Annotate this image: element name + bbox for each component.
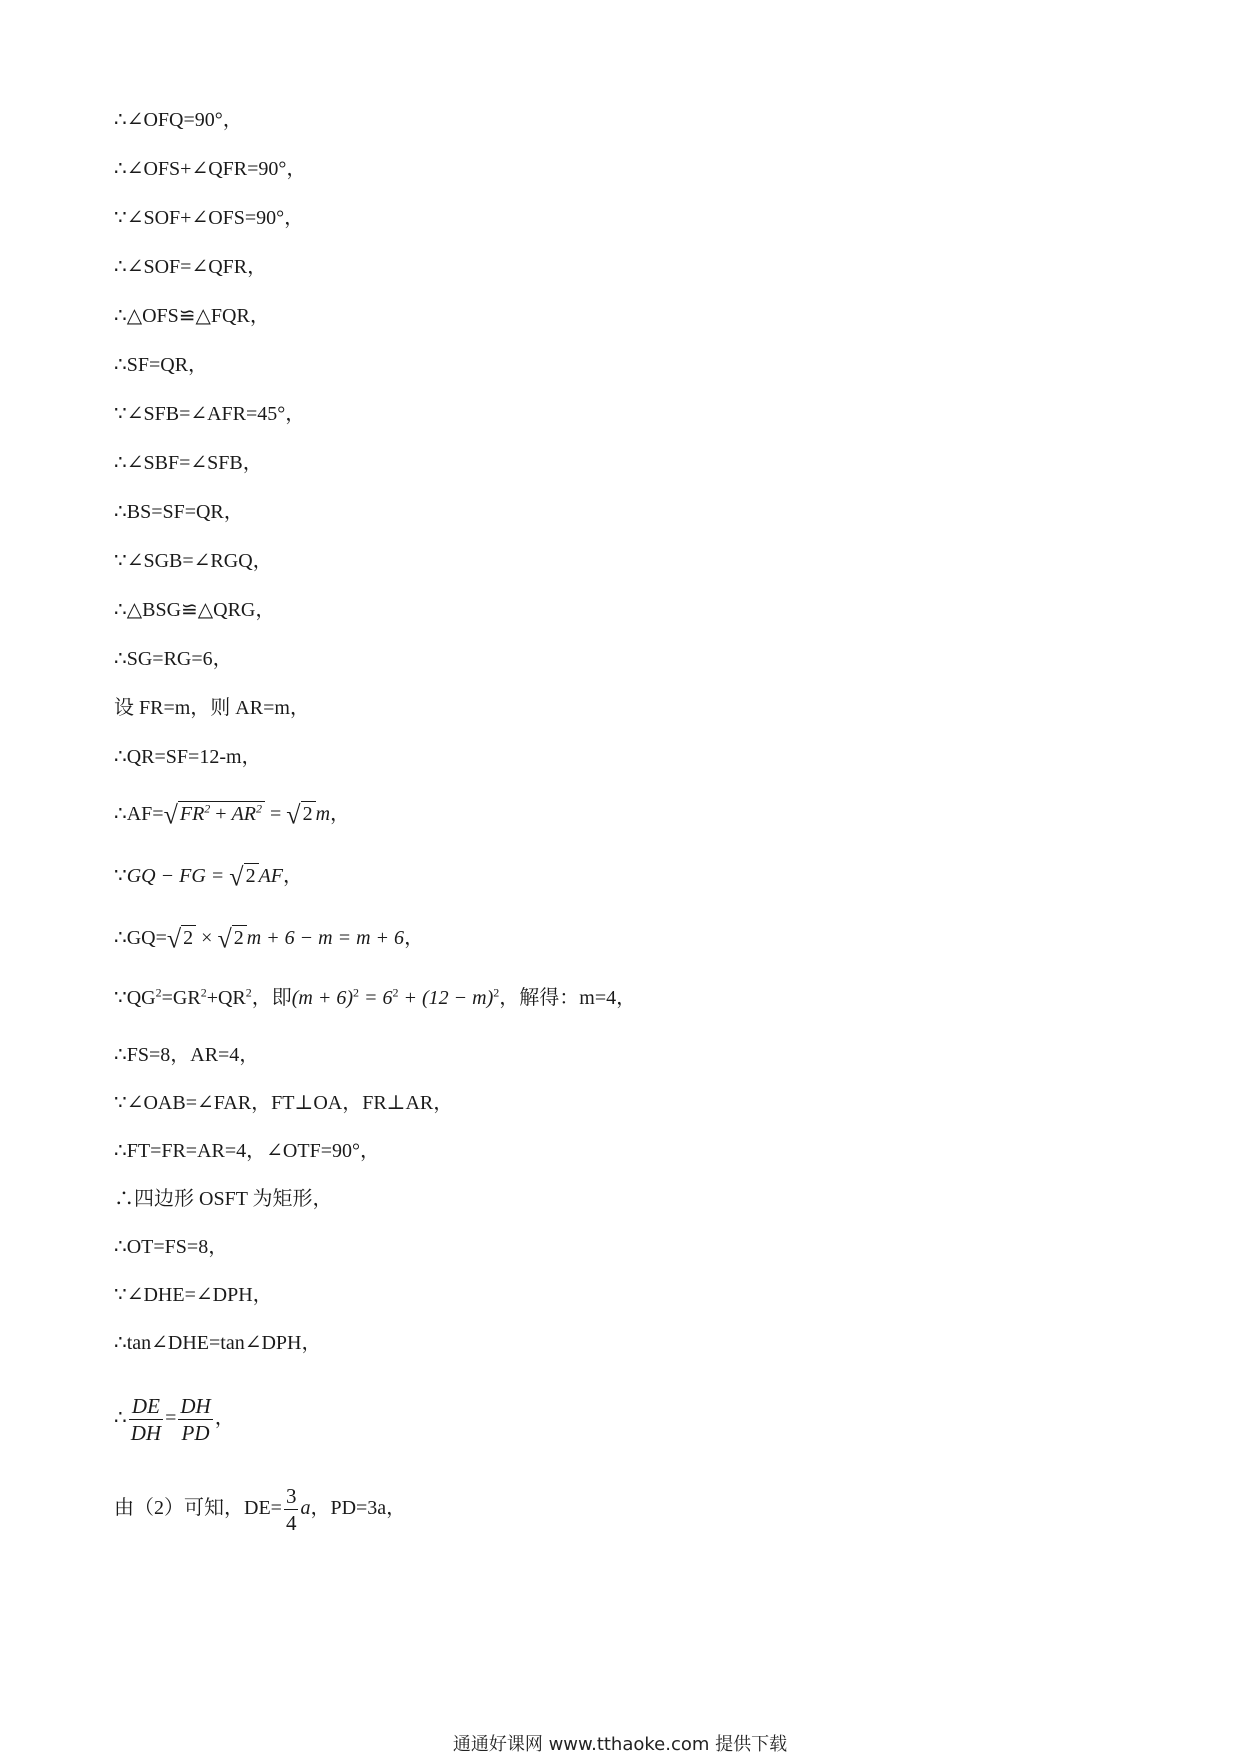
- line-27-suffix: ，PD=3a，: [310, 1497, 407, 1519]
- radicand-term-a: FR: [179, 803, 205, 825]
- line-27-prefix: 由（2）可知，DE=: [114, 1497, 282, 1519]
- proof-line-10: ∵∠SGB=∠RGQ，: [114, 550, 273, 572]
- result-text: ，解得：m=4，: [499, 987, 637, 1009]
- punctuation: ，: [283, 865, 303, 887]
- equals-sign: =: [165, 1407, 177, 1429]
- fraction-de-dh: [129, 1393, 163, 1446]
- exponent: 2: [256, 801, 263, 816]
- numerator: DH: [180, 1393, 211, 1418]
- proof-line-17: [114, 924, 424, 953]
- variable: a: [300, 1497, 311, 1519]
- denominator: 4: [285, 1510, 297, 1535]
- proof-line-3: ∵∠SOF+∠OFS=90°，: [114, 207, 305, 229]
- denominator: PD: [181, 1420, 210, 1445]
- proof-line-14: ∴QR=SF=12-m，: [114, 746, 262, 768]
- numerator: 3: [285, 1483, 297, 1508]
- sqrt-symbol: √: [217, 924, 232, 954]
- radicand: 2: [301, 801, 316, 826]
- line-15-prefix: ∴AF=: [114, 803, 164, 825]
- proof-line-6: ∴SF=QR，: [114, 354, 209, 376]
- proof-line-18: $\because QG^2=GR^2+QR^2$，即$(m + 6)^2 = 6^2 + (12 - m)^2$，解得：m=4，: [114, 985, 637, 1009]
- proof-line-25: ∴tan∠DHE=tan∠DPH，: [114, 1332, 322, 1354]
- because-symbol: ∵: [114, 865, 127, 887]
- proof-line-22: ∴四边形 OSFT 为矩形，: [114, 1188, 333, 1210]
- proof-line-26: [114, 1388, 235, 1448]
- therefore-symbol: ∴: [114, 1407, 127, 1429]
- radicand: 2: [181, 925, 196, 950]
- sqrt-symbol: √: [286, 800, 301, 830]
- proof-line-15: [114, 800, 350, 829]
- fraction-dh-pd: [178, 1393, 212, 1446]
- expression: + (12 − m): [398, 987, 494, 1009]
- proof-line-5: ∴△OFS≌△FQR，: [114, 305, 270, 327]
- radicand: 2: [232, 925, 247, 950]
- proof-line-2: ∴∠OFS+∠QFR=90°，: [114, 158, 307, 180]
- plus-sign: +: [210, 803, 232, 825]
- proof-line-4: ∴∠SOF=∠QFR，: [114, 256, 268, 278]
- times-sign: ×: [196, 927, 218, 949]
- connector: ，即: [251, 987, 292, 1009]
- proof-line-1: ∴∠OFQ=90°，: [114, 109, 243, 131]
- proof-line-13: 设 FR=m，则 AR=m，: [114, 697, 310, 719]
- line-17-prefix: ∴GQ=: [114, 927, 167, 949]
- variable: m: [315, 803, 331, 825]
- proof-line-8: ∴∠SBF=∠SFB，: [114, 452, 263, 474]
- equals-sign: =: [265, 803, 287, 825]
- sqrt-symbol: √: [166, 924, 182, 954]
- punctuation: ，: [330, 803, 351, 825]
- exponent: 2: [204, 801, 211, 816]
- page-footer: 通通好课网 www.tthaoke.com 提供下载: [452, 1734, 788, 1755]
- expression: = 6: [359, 987, 393, 1009]
- term: =GR: [161, 987, 201, 1009]
- fraction-three-quarters: [284, 1483, 299, 1536]
- expression: (m + 6): [291, 987, 354, 1009]
- line-18-prefix: ∵QG: [114, 987, 156, 1009]
- numerator: DE: [129, 1393, 163, 1420]
- proof-line-16: [114, 862, 303, 891]
- proof-line-23: ∴OT=FS=8，: [114, 1236, 229, 1258]
- proof-line-20: ∵∠OAB=∠FAR，FT⊥OA，FR⊥AR，: [114, 1092, 454, 1114]
- proof-line-9: ∴BS=SF=QR，: [114, 501, 244, 523]
- variable: AF: [258, 865, 283, 887]
- expression: m + 6 − m = m + 6: [246, 927, 405, 949]
- radicand: 2: [244, 863, 259, 888]
- term: +QR: [206, 987, 246, 1009]
- proof-line-11: ∴△BSG≌△QRG，: [114, 599, 276, 621]
- radicand-term-b: AR: [231, 803, 257, 825]
- proof-line-21: ∴FT=FR=AR=4，∠OTF=90°，: [114, 1140, 380, 1162]
- proof-line-27: [114, 1478, 406, 1538]
- radicand: [178, 801, 265, 826]
- proof-line-24: ∵∠DHE=∠DPH，: [114, 1284, 273, 1306]
- proof-line-19: ∴FS=8，AR=4，: [114, 1044, 260, 1066]
- sqrt-symbol: √: [229, 862, 244, 892]
- proof-line-12: ∴SG=RG=6，: [114, 648, 233, 670]
- punctuation: ，: [214, 1407, 235, 1429]
- denominator: DH: [130, 1420, 162, 1445]
- expression: GQ − FG =: [126, 865, 230, 887]
- proof-line-7: ∵∠SFB=∠AFR=45°，: [114, 403, 306, 425]
- sqrt-symbol: √: [163, 800, 178, 830]
- punctuation: ，: [404, 927, 425, 949]
